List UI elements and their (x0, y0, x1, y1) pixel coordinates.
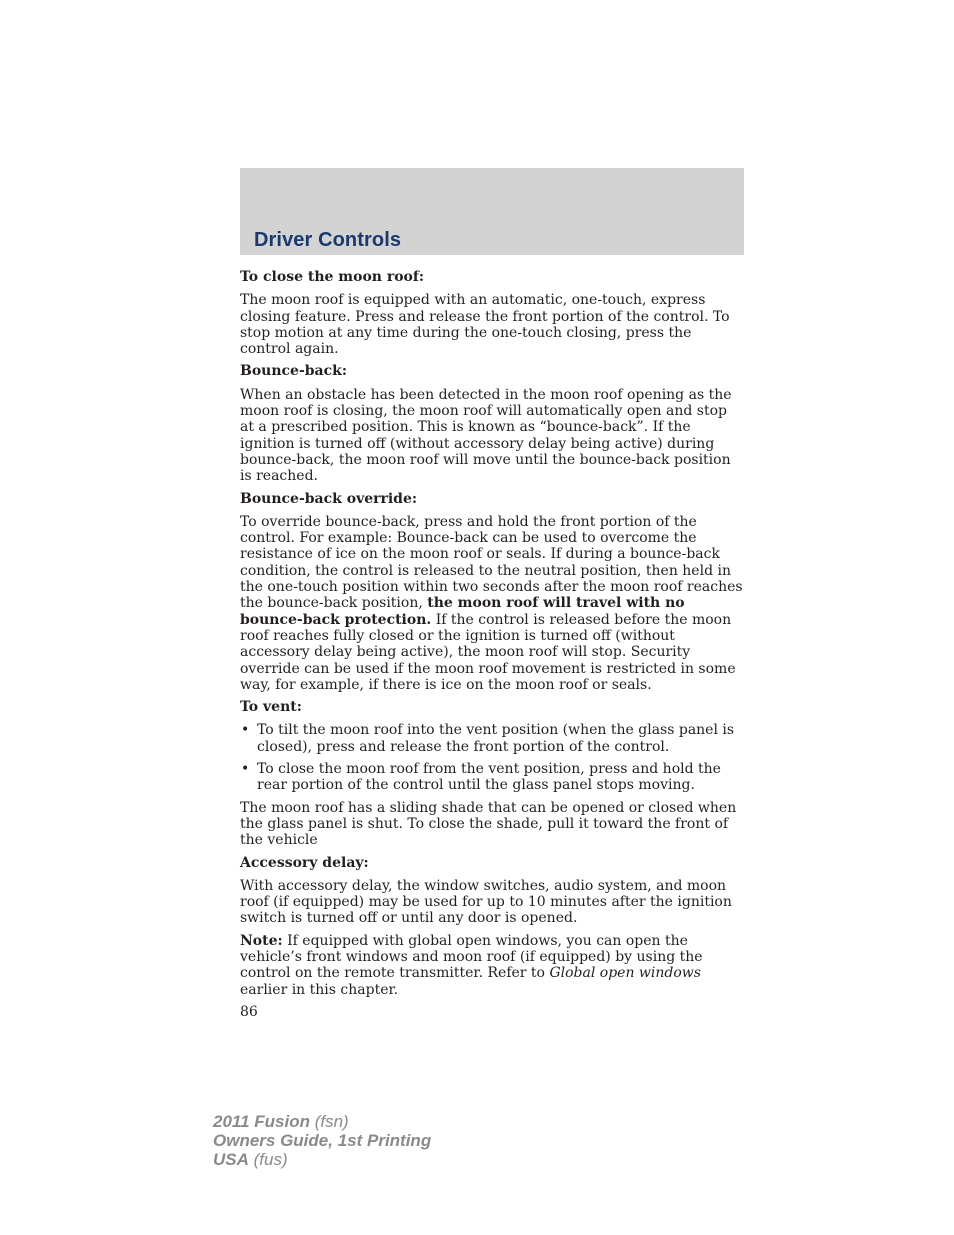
accessory-delay-heading: Accessory delay: (240, 854, 369, 871)
list-item-text: To close the moon roof from the vent position, press and hold the rear portion of the control until the glass panel stops moving. (257, 761, 721, 794)
override-paragraph (240, 514, 744, 693)
override-text-start: To override bounce-back, press and hold the front portion of the control. For example: Bounce-back can be used to overcome the resistance of ice on the moon roof or seals. If during a bounce-back condition, the control is released to the neutral position, then held in the one-touch position within two seconds after the moon roof reaches the bounce-back position, (240, 513, 743, 612)
footer-model-code: (fsn) (310, 1112, 349, 1131)
shade-paragraph: The moon roof has a sliding shade that can be opened or closed when the glass panel is shut. To close the shade, pull it toward the front of the vehicle (240, 799, 737, 849)
close-heading: To close the moon roof: (240, 269, 425, 285)
footer-guide-line (213, 1131, 431, 1150)
footer-region-line (213, 1150, 431, 1169)
list-item (240, 761, 744, 794)
section-header-band (240, 168, 744, 255)
vent-heading: To vent: (240, 699, 302, 716)
note-text-end: earlier in this chapter. (240, 981, 399, 998)
bounce-back-paragraph: When an obstacle has been detected in the moon roof opening as the moon roof is closing, the moon roof will automatically open and stop at a prescribed position. This is known as “bounce-back”. If the ignition is turned off (without accessory delay being active) during bounce-back, the moon roof will move until the bounce-back position is reached. (240, 386, 732, 485)
accessory-delay-paragraph: With accessory delay, the window switches, audio system, and moon roof (if equipped) may be used for up to 10 minutes after the ignition switch is turned off or until any door is opened. (240, 877, 732, 927)
note-reference: Global open windows (549, 965, 701, 982)
bounce-back-heading: Bounce-back: (240, 363, 348, 380)
list-item-text: To tilt the moon roof into the vent position (when the glass panel is closed), press and release the front portion of the control. (257, 722, 735, 755)
document-footer (213, 1112, 431, 1169)
list-item (240, 722, 744, 755)
bullet-icon: • (241, 761, 250, 778)
note-text-start: If equipped with global open windows, you can open the vehicle’s front windows and moon roof (if equipped) by using the control on the remote transmitter. Refer to (240, 932, 703, 982)
close-paragraph: The moon roof is equipped with an automatic, one-touch, express closing feature. Press and release the front portion of the control. To stop motion at any time during the one-touch closing, press the control again. (240, 292, 730, 358)
bullet-icon: • (241, 722, 250, 739)
footer-region-code: (fus) (248, 1150, 288, 1169)
vent-bullet-list (240, 722, 744, 793)
override-heading: Bounce-back override: (240, 490, 418, 507)
note-paragraph (240, 933, 744, 998)
page-content (240, 266, 744, 1020)
footer-model-line (213, 1112, 431, 1131)
note-label: Note: (240, 932, 283, 949)
override-text-end: If the control is released before the moon roof reaches fully closed or the ignition is turned off (without accessory delay being active), the moon roof will stop. Security override can be used if the moon roof movement is restricted in some way, for example, if there is ice on the moon roof or seals. (240, 611, 736, 693)
override-bold-text: the moon roof will travel with no bounce-back protection. (240, 595, 685, 628)
page-number: 86 (240, 1003, 258, 1020)
footer-guide: Owners Guide, 1st Printing (213, 1131, 432, 1150)
footer-region: USA (213, 1150, 249, 1169)
footer-model: 2011 Fusion (213, 1112, 310, 1131)
section-title: Driver Controls (254, 229, 402, 251)
